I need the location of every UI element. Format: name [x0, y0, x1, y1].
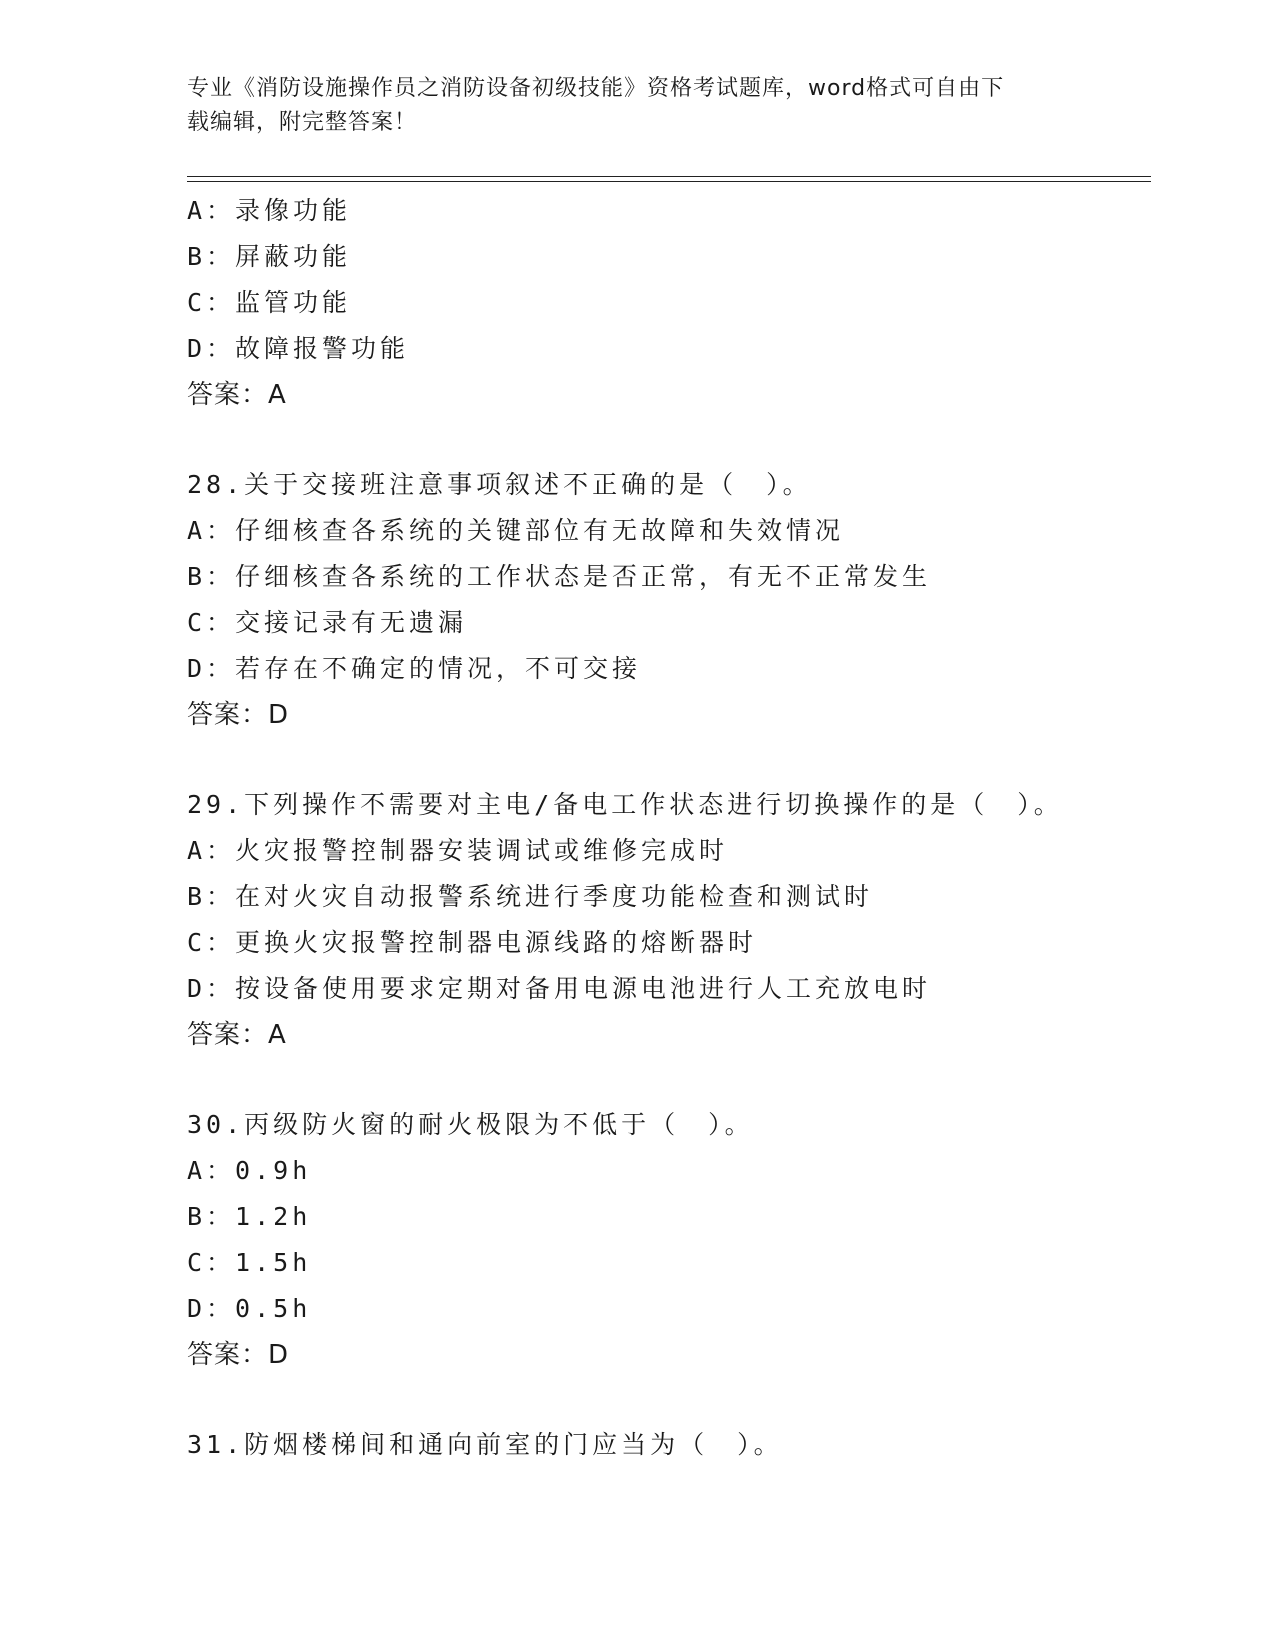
question-block-30 [187, 1102, 1147, 1378]
question-block-31 [187, 1422, 1147, 1468]
spacer [187, 1058, 1147, 1102]
option-a: A：0.9h [187, 1156, 312, 1185]
header-line-1: 专业《消防设施操作员之消防设备初级技能》资格考试题库，word格式可自由下 [187, 76, 1005, 101]
option-b: B：在对火灾自动报警系统进行季度功能检查和测试时 [187, 882, 874, 911]
option-c: C：监管功能 [187, 288, 352, 317]
option-c: C：交接记录有无遗漏 [187, 608, 468, 637]
option-a: A：火灾报警控制器安装调试或维修完成时 [187, 836, 729, 865]
question-text: 31.防烟楼梯间和通向前室的门应当为（ ）。 [187, 1430, 783, 1459]
question-block-27 [187, 188, 1147, 418]
option-d: D：若存在不确定的情况，不可交接 [187, 654, 642, 683]
document-header [187, 72, 1067, 140]
question-block-28 [187, 462, 1147, 738]
spacer [187, 738, 1147, 782]
option-c: C：1.5h [187, 1248, 312, 1277]
option-d: D：故障报警功能 [187, 334, 410, 363]
option-c: C：更换火灾报警控制器电源线路的熔断器时 [187, 928, 758, 957]
answer: 答案：A [187, 1020, 287, 1050]
option-b: B：屏蔽功能 [187, 242, 352, 271]
spacer [187, 418, 1147, 462]
question-text: 29.下列操作不需要对主电/备电工作状态进行切换操作的是（ ）。 [187, 790, 1063, 819]
answer: 答案：A [187, 380, 287, 410]
question-list [187, 188, 1147, 1468]
option-a: A：仔细核查各系统的关键部位有无故障和失效情况 [187, 516, 845, 545]
spacer [187, 1378, 1147, 1422]
question-text: 28.关于交接班注意事项叙述不正确的是（ ）。 [187, 470, 812, 499]
answer: 答案：D [187, 700, 290, 730]
question-block-29 [187, 782, 1147, 1058]
header-divider-top [187, 176, 1151, 177]
option-b: B：仔细核查各系统的工作状态是否正常，有无不正常发生 [187, 562, 932, 591]
option-d: D：0.5h [187, 1294, 312, 1323]
option-a: A：录像功能 [187, 196, 352, 225]
header-line-2: 载编辑，附完整答案！ [187, 110, 418, 135]
question-text: 30.丙级防火窗的耐火极限为不低于（ ）。 [187, 1110, 754, 1139]
answer: 答案：D [187, 1340, 290, 1370]
header-divider-bottom [187, 181, 1151, 182]
option-b: B：1.2h [187, 1202, 312, 1231]
option-d: D：按设备使用要求定期对备用电源电池进行人工充放电时 [187, 974, 932, 1003]
